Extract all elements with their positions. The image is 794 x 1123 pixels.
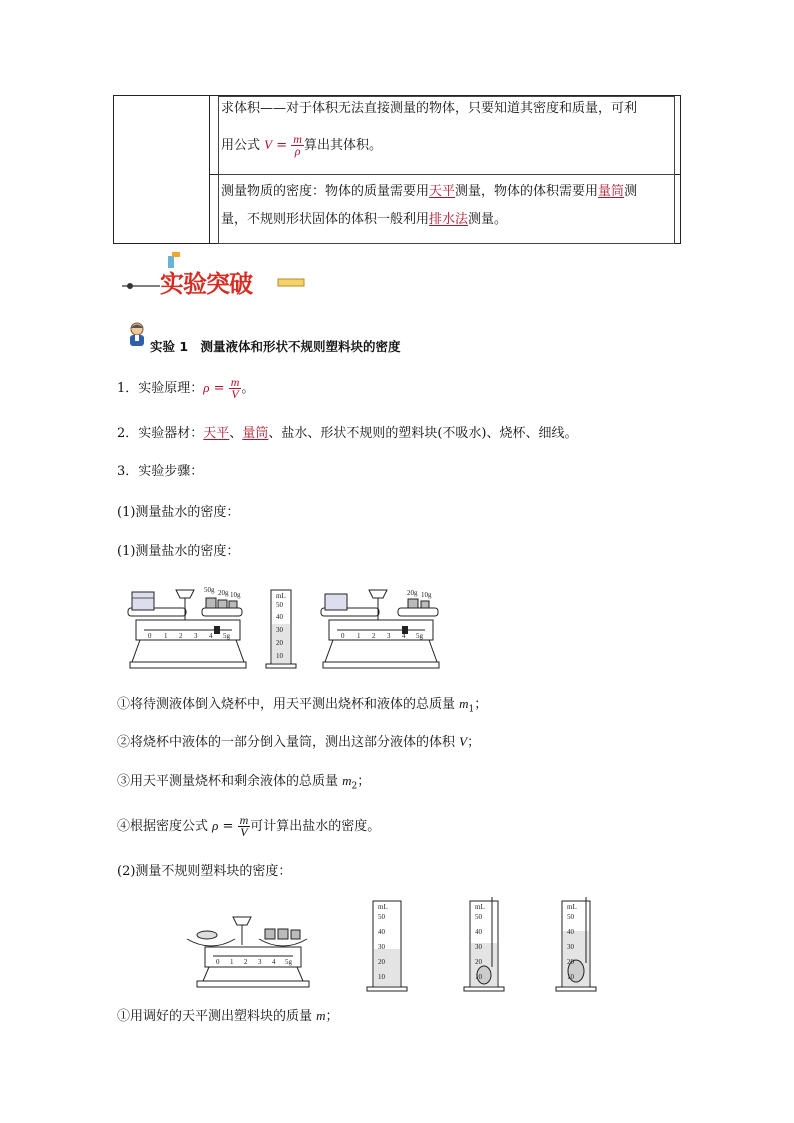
scale-tick: 2 xyxy=(244,958,248,966)
step-4-eq: = xyxy=(218,819,238,834)
scale-tick: 4 xyxy=(402,632,406,640)
table-volume-line1: 求体积——对于体积无法直接测量的物体，只要知道其密度和质量，可利 xyxy=(221,101,638,116)
step-2-var: V xyxy=(459,734,468,749)
table-density-line1 xyxy=(221,183,637,201)
step-4 xyxy=(117,815,380,838)
scale-tick: 2 xyxy=(372,632,376,640)
scale-tick: 3 xyxy=(194,632,198,640)
table-cell-density xyxy=(218,174,675,244)
balance-plastic-icon xyxy=(187,917,309,987)
step-3-end: ； xyxy=(357,774,371,789)
scale-tick: 0 xyxy=(148,632,152,640)
step-3-var: m xyxy=(342,773,352,788)
figure-plastic-measurement xyxy=(185,895,605,995)
cylinder-with-sinker-icon xyxy=(464,897,504,991)
step-4-lhs: ρ xyxy=(212,818,219,833)
principle-end: 。 xyxy=(241,381,255,396)
scale-tick: 4 xyxy=(209,632,213,640)
scale-tick: 4 xyxy=(272,958,276,966)
cylinder-tick: 10 xyxy=(276,652,283,660)
step-5 xyxy=(117,1007,339,1026)
cylinder-tick: 20 xyxy=(276,639,283,647)
cylinder-unit: mL xyxy=(276,592,286,600)
scale-tick: 1 xyxy=(164,632,168,640)
density-text-d: 量，不规则形状固体的体积一般利用 xyxy=(221,212,430,227)
equipment-label: 2．实验器材： xyxy=(117,426,204,441)
cylinder-tick: 50 xyxy=(567,913,574,921)
principle-label: 1．实验原理： xyxy=(117,381,204,396)
cylinder-unit: mL xyxy=(567,903,577,911)
cylinder-tick: 20 xyxy=(567,958,574,966)
cylinder-tick: 40 xyxy=(378,928,385,936)
cylinder-tick: 50 xyxy=(276,601,283,609)
cylinder-tick: 10 xyxy=(567,973,574,981)
scale-tick: 3 xyxy=(258,958,262,966)
balance-left-icon xyxy=(128,590,246,668)
cylinder-tick: 30 xyxy=(378,943,385,951)
step-4-numerator: m xyxy=(239,813,249,827)
table-volume-text-pre: 用公式 xyxy=(221,138,265,153)
scale-tick: 1 xyxy=(357,632,361,640)
weight-label: 10g xyxy=(230,591,241,599)
weight-label: 20g xyxy=(218,589,229,597)
table-volume-text-post: 算出其体积。 xyxy=(303,138,382,153)
experiment-title: 实验 1 测量液体和形状不规则塑料块的密度 xyxy=(150,339,401,354)
scale-tick: 0 xyxy=(341,632,345,640)
formula-fraction xyxy=(291,134,304,157)
cylinder-unit: mL xyxy=(378,903,388,911)
cylinder-unit: mL xyxy=(475,903,485,911)
step-3-sub: 2 xyxy=(351,781,358,792)
density-text-c: 测 xyxy=(624,184,638,199)
step-4-denominator: V xyxy=(240,825,248,839)
step-5-end: ； xyxy=(325,1009,339,1024)
sub2-heading: (2)测量不规则塑料块的密度： xyxy=(117,864,292,879)
step-1-var: m xyxy=(459,696,469,711)
density-text-b: 测量，物体的体积需要用 xyxy=(455,184,599,199)
keyword-cylinder: 量筒 xyxy=(598,184,625,199)
table-column-divider xyxy=(209,96,210,243)
keyword-balance: 天平 xyxy=(429,184,456,199)
cylinder-with-plastic-icon xyxy=(556,897,596,991)
step-1-end: ； xyxy=(474,697,488,712)
equipment-cylinder: 量筒 xyxy=(242,426,269,441)
principle-denominator: V xyxy=(231,387,239,401)
formula-denominator: ρ xyxy=(294,144,301,158)
weight-label: 50g xyxy=(204,586,215,594)
cylinder-tick: 40 xyxy=(276,613,283,621)
step-4-text: ④根据密度公式 xyxy=(117,819,213,834)
keyword-displacement: 排水法 xyxy=(429,212,469,227)
sub1-heading-a: (1)测量盐水的密度： xyxy=(117,505,240,520)
step-1 xyxy=(117,695,487,719)
cylinder-tick: 10 xyxy=(378,973,385,981)
volume-formula xyxy=(264,132,304,158)
step-2-text: ②将烧杯中液体的一部分倒入量筒，测出这部分液体的体积 xyxy=(117,735,460,750)
step-2 xyxy=(117,733,480,752)
scale-tick: 2 xyxy=(179,632,183,640)
scale-tick: 5g xyxy=(223,632,230,640)
scale-tick: 3 xyxy=(387,632,391,640)
weight-label: 20g xyxy=(407,589,418,597)
step-3 xyxy=(117,772,370,796)
step-5-var: m xyxy=(316,1008,326,1023)
table-density-line2 xyxy=(221,211,507,229)
scale-tick: 0 xyxy=(216,958,220,966)
scale-tick: 1 xyxy=(230,958,234,966)
section-banner xyxy=(120,250,310,300)
principle-numerator: m xyxy=(230,375,240,389)
principle-formula xyxy=(203,375,241,401)
steps-label: 3．实验步骤： xyxy=(117,464,204,479)
density-text-e: 测量。 xyxy=(468,212,508,227)
equipment-line xyxy=(117,425,577,443)
scale-tick: 5g xyxy=(416,632,423,640)
step-3-text: ③用天平测量烧杯和剩余液体的总质量 xyxy=(117,774,343,789)
cylinder-tick: 20 xyxy=(378,958,385,966)
step-2-end: ； xyxy=(467,735,481,750)
cylinder-tick: 10 xyxy=(475,973,482,981)
step-1-text: ①将待测液体倒入烧杯中，用天平测出烧杯和液体的总质量 xyxy=(117,697,460,712)
cylinder-tick: 50 xyxy=(378,913,385,921)
equipment-rest: 、盐水、形状不规则的塑料块(不吸水)、烧杯、细线。 xyxy=(268,426,578,441)
principle-eq: = xyxy=(209,381,229,396)
formula-numerator: m xyxy=(293,132,302,146)
cylinder-tick: 40 xyxy=(567,928,574,936)
cylinder-tick: 30 xyxy=(567,943,574,951)
equipment-balance: 天平 xyxy=(203,426,230,441)
step-4-end: 可计算出盐水的密度。 xyxy=(250,819,381,834)
principle-lhs: ρ xyxy=(203,380,210,395)
summary-table xyxy=(113,95,681,244)
cylinder-tick: 20 xyxy=(475,958,482,966)
step-4-formula xyxy=(212,813,250,839)
teacher-avatar-icon xyxy=(127,322,147,352)
cylinder-tick: 30 xyxy=(276,626,283,634)
figure-brine-measurement xyxy=(126,580,456,672)
cylinder-water-icon xyxy=(367,901,407,991)
banner-title: 实验突破 xyxy=(160,270,252,298)
table-volume-line2 xyxy=(221,134,382,157)
step-4-fraction xyxy=(238,815,251,838)
table-cell-volume xyxy=(218,96,675,175)
scale-tick: 5g xyxy=(285,958,292,966)
step-5-text: ①用调好的天平测出塑料块的质量 xyxy=(117,1009,317,1024)
formula-lhs: V xyxy=(264,137,273,152)
cylinder-tick: 40 xyxy=(475,928,482,936)
formula-eq: = xyxy=(272,138,292,153)
principle-line xyxy=(117,377,254,400)
weight-label: 10g xyxy=(421,591,432,599)
cylinder-tick: 30 xyxy=(475,943,482,951)
cylinder-tick: 50 xyxy=(475,913,482,921)
sub1-heading-b: (1)测量盐水的密度： xyxy=(117,544,240,559)
principle-fraction xyxy=(229,377,242,400)
balance-right-icon xyxy=(321,590,439,668)
step-1-sub: 1 xyxy=(468,704,475,715)
equipment-sep: 、 xyxy=(229,426,243,441)
density-text-a: 测量物质的密度：物体的质量需要用 xyxy=(221,184,430,199)
